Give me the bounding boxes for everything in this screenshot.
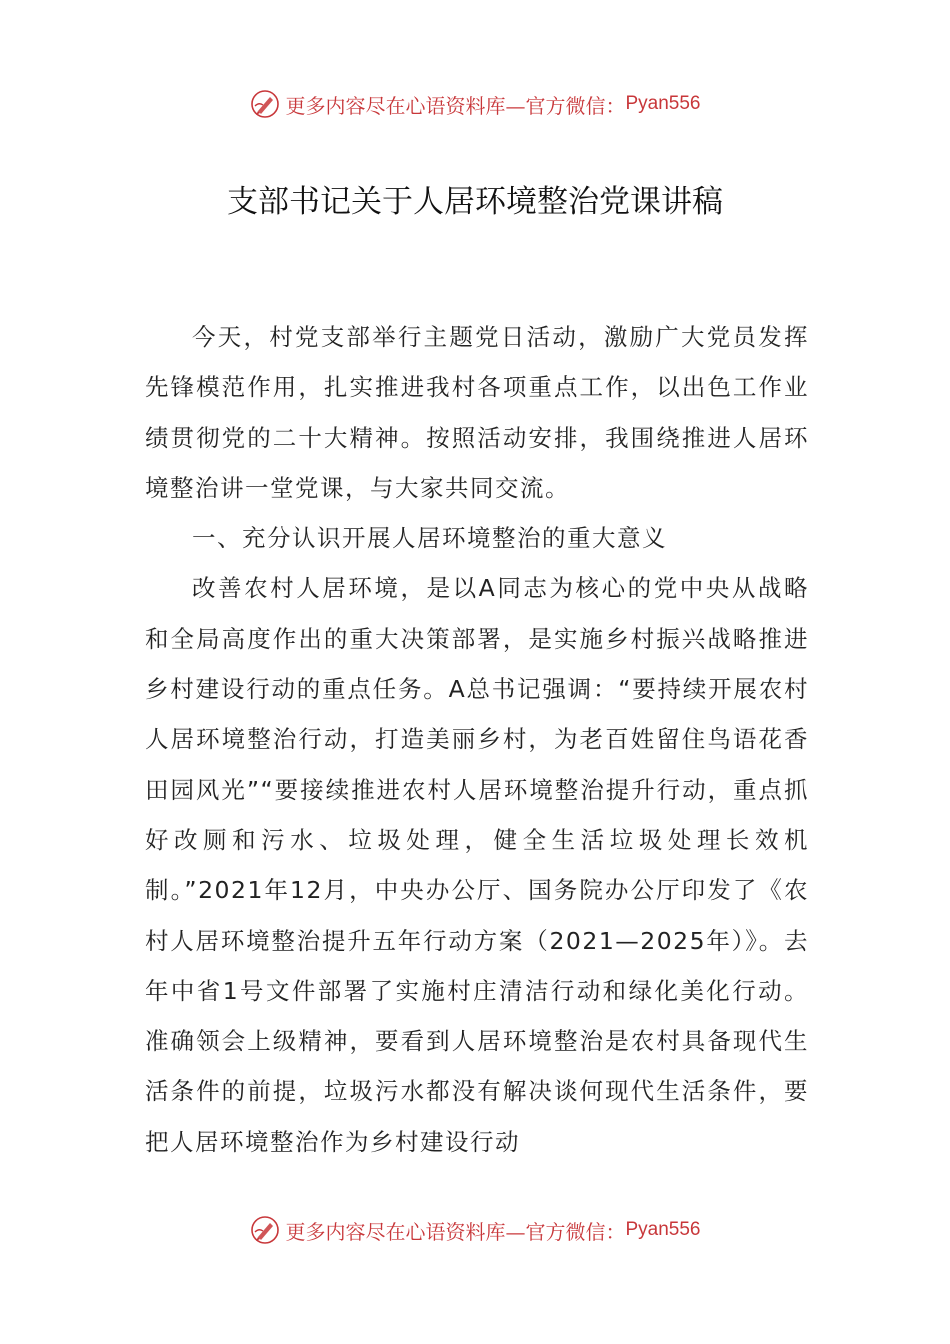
pen-nib-logo-icon [249,88,281,120]
page-title: 支部书记关于人居环境整治党课讲稿 [227,184,723,220]
header-banner-handle: Pyan556 [625,93,701,114]
paragraph-significance: 改善农村人居环境，是以A同志为核心的党中央从战略和全局高度作出的重大决策部署，是实施乡村振兴战略推进乡村建设行动的重点任务。A总书记强调：“要持续开展农村人居环境整治行动，打造美丽乡村，为老百姓留住鸟语花香田园风光”“要接续推进农村人居环境整治提升行动，重点抓好改厕和污水、垃圾处理，健全生活垃圾处理长效机制。”2021年12月，中央办公厅、国务院办公厅印发了《农村人居环境整治提升五年行动方案（2021—2025年）》。去年中省1号文件部署了实施村庄清洁行动和绿化美化行动。准确领会上级精神，要看到人居环境整治是农村具备现代生活条件的前提，垃圾污水都没有解决谈何现代生活条件，要把人居环境整治作为乡村建设行动 [145,574,809,1156]
paragraph-intro: 今天，村党支部举行主题党日活动，激励广大党员发挥先锋模范作用，扎实推进我村各项重点工作，以出色工作业绩贯彻党的二十大精神。按照活动安排，我围绕推进人居环境整治讲一堂党课，与大家共同交流。 [145,323,809,502]
document-body [145,312,809,1167]
footer-banner-handle: Pyan556 [625,1219,701,1240]
footer-banner-text: 更多内容尽在心语资料库—官方微信： [285,1219,626,1244]
header-banner [0,86,950,122]
footer-banner [0,1212,950,1248]
section-heading: 一、充分认识开展人居环境整治的重大意义 [192,524,667,553]
header-banner-text: 更多内容尽在心语资料库—官方微信： [285,93,626,118]
pen-nib-logo-icon [249,1214,281,1246]
